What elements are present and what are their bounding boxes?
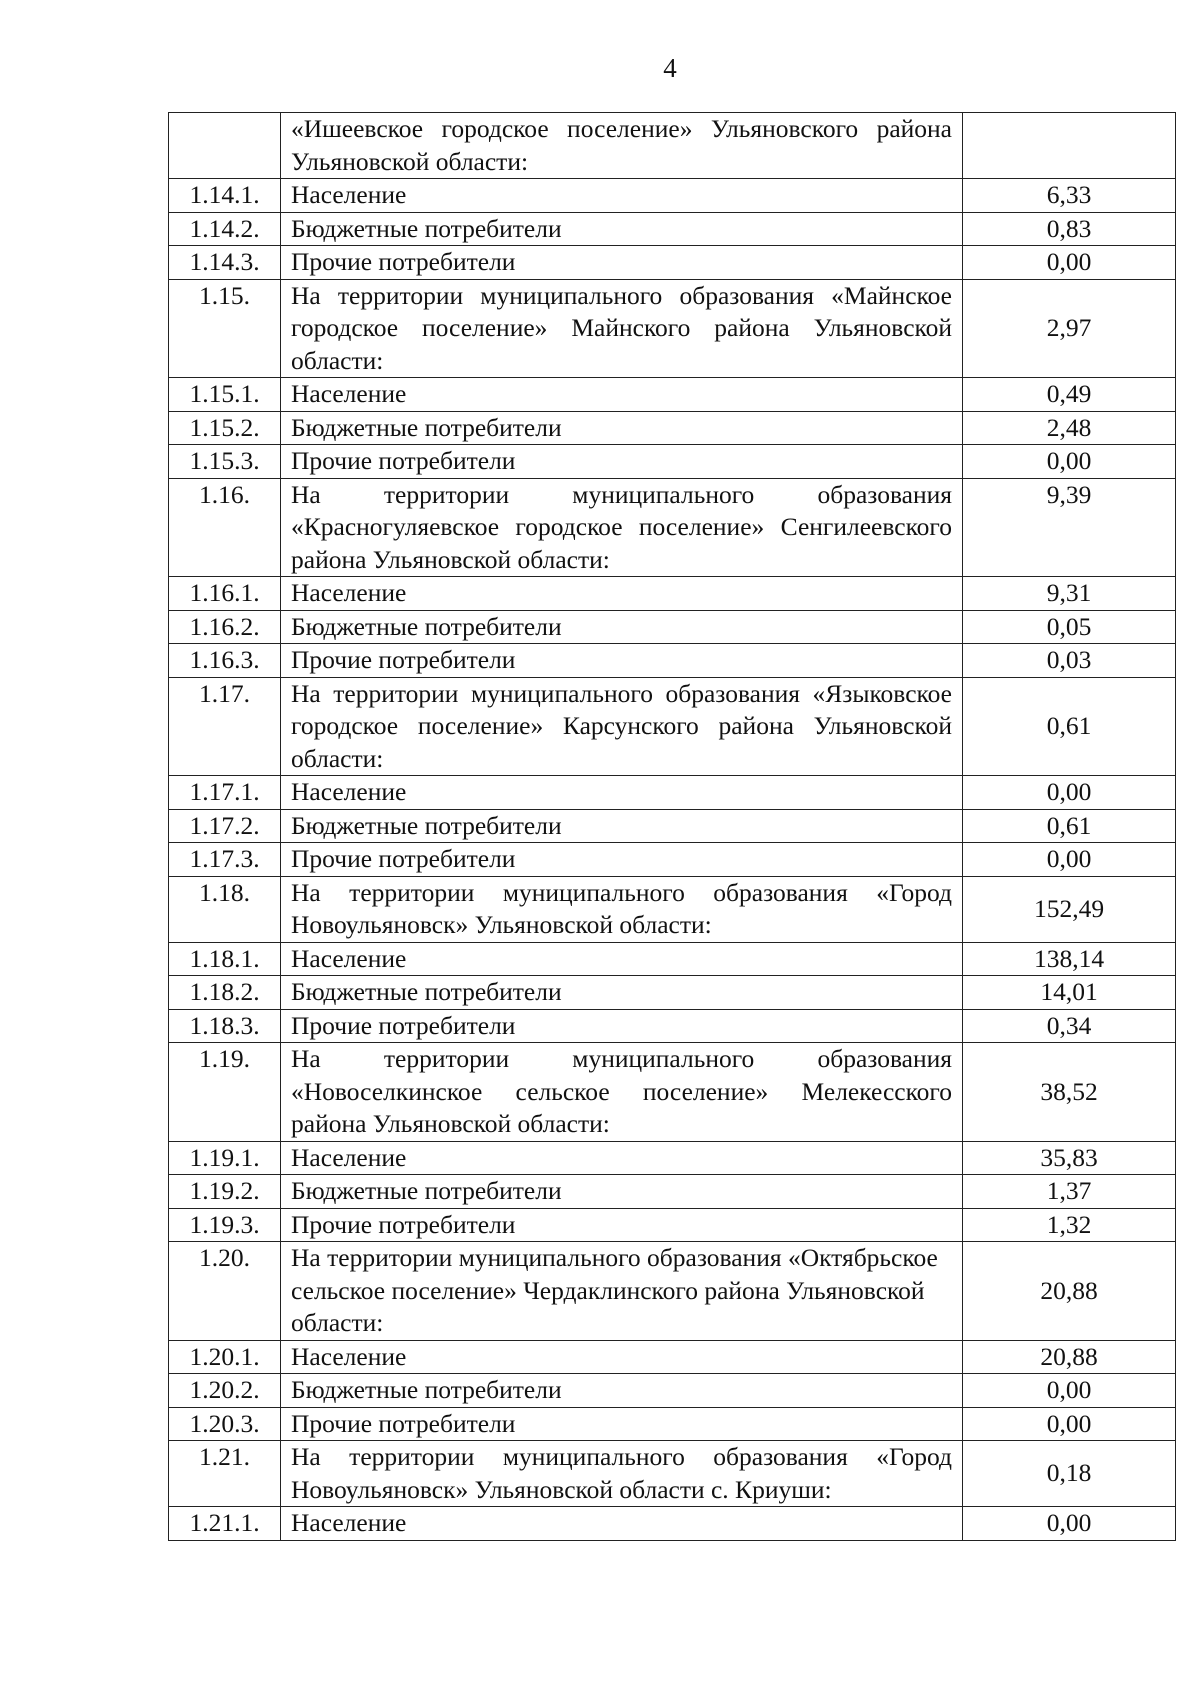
row-number: 1.15.1. <box>169 378 281 412</box>
row-value: 2,97 <box>963 279 1176 378</box>
row-value: 20,88 <box>963 1242 1176 1341</box>
table-body <box>169 113 1176 1541</box>
row-value: 1,37 <box>963 1175 1176 1209</box>
row-description: Прочие потребители <box>281 644 963 678</box>
row-value <box>963 113 1176 179</box>
table-row <box>169 378 1176 412</box>
table-row <box>169 809 1176 843</box>
row-description: «Ишеевское городское поселение» Ульяновского района Ульяновской области: <box>281 113 963 179</box>
row-description: Население <box>281 942 963 976</box>
table-row <box>169 843 1176 877</box>
row-value: 0,61 <box>963 809 1176 843</box>
row-description: Бюджетные потребители <box>281 610 963 644</box>
row-number: 1.19. <box>169 1043 281 1142</box>
row-value: 9,31 <box>963 577 1176 611</box>
table-row <box>169 1175 1176 1209</box>
row-value: 0,00 <box>963 776 1176 810</box>
table-row <box>169 577 1176 611</box>
row-description: Бюджетные потребители <box>281 1175 963 1209</box>
table-row <box>169 1374 1176 1408</box>
row-value: 6,33 <box>963 179 1176 213</box>
row-description: На территории муниципального образования «Город Новоульяновск» Ульяновской области: <box>281 876 963 942</box>
row-description: На территории муниципального образования «Город Новоульяновск» Ульяновской области с. Криуши: <box>281 1441 963 1507</box>
row-value: 38,52 <box>963 1043 1176 1142</box>
row-number: 1.16.2. <box>169 610 281 644</box>
row-description: Население <box>281 1340 963 1374</box>
table-row <box>169 1507 1176 1541</box>
table-row <box>169 1009 1176 1043</box>
row-value: 138,14 <box>963 942 1176 976</box>
row-value: 20,88 <box>963 1340 1176 1374</box>
row-description: На территории муниципального образования «Майнское городское поселение» Майнского района Ульяновской области: <box>281 279 963 378</box>
row-value: 0,00 <box>963 445 1176 479</box>
row-number: 1.16.1. <box>169 577 281 611</box>
row-number: 1.17.3. <box>169 843 281 877</box>
row-number: 1.17.1. <box>169 776 281 810</box>
table-row <box>169 1242 1176 1341</box>
row-number <box>169 113 281 179</box>
row-number: 1.17.2. <box>169 809 281 843</box>
row-number: 1.18.2. <box>169 976 281 1010</box>
row-description: На территории муниципального образования «Октябрьское сельское поселение» Чердаклинского района Ульяновской области: <box>281 1242 963 1341</box>
row-number: 1.18. <box>169 876 281 942</box>
row-value: 0,00 <box>963 246 1176 280</box>
row-value: 152,49 <box>963 876 1176 942</box>
table-row <box>169 1441 1176 1507</box>
row-value: 0,34 <box>963 1009 1176 1043</box>
table-row <box>169 644 1176 678</box>
row-description: Население <box>281 378 963 412</box>
row-description: Бюджетные потребители <box>281 1374 963 1408</box>
row-description: Прочие потребители <box>281 246 963 280</box>
row-description: На территории муниципального образования «Языковское городское поселение» Карсунского района Ульяновской области: <box>281 677 963 776</box>
row-number: 1.19.1. <box>169 1141 281 1175</box>
table-row <box>169 1407 1176 1441</box>
row-number: 1.14.3. <box>169 246 281 280</box>
row-description: Население <box>281 1141 963 1175</box>
table-row <box>169 942 1176 976</box>
table-row <box>169 478 1176 577</box>
row-value: 0,00 <box>963 1507 1176 1541</box>
row-value: 1,32 <box>963 1208 1176 1242</box>
row-description: Прочие потребители <box>281 1208 963 1242</box>
table-row <box>169 876 1176 942</box>
row-number: 1.20. <box>169 1242 281 1341</box>
row-value: 2,48 <box>963 411 1176 445</box>
row-description: Население <box>281 577 963 611</box>
row-description: Бюджетные потребители <box>281 976 963 1010</box>
table-row <box>169 1043 1176 1142</box>
table-row <box>169 246 1176 280</box>
row-description: Бюджетные потребители <box>281 809 963 843</box>
row-number: 1.15.3. <box>169 445 281 479</box>
row-value: 0,49 <box>963 378 1176 412</box>
row-number: 1.20.2. <box>169 1374 281 1408</box>
table-row <box>169 279 1176 378</box>
row-value: 0,00 <box>963 1407 1176 1441</box>
row-number: 1.19.2. <box>169 1175 281 1209</box>
row-description: Население <box>281 179 963 213</box>
row-description: На территории муниципального образования «Новоселкинское сельское поселение» Мелекесского района Ульяновской области: <box>281 1043 963 1142</box>
table-row <box>169 411 1176 445</box>
row-number: 1.15.2. <box>169 411 281 445</box>
row-number: 1.15. <box>169 279 281 378</box>
row-value: 0,05 <box>963 610 1176 644</box>
row-description: На территории муниципального образования «Красногуляевское городское поселение» Сенгилеевского района Ульяновской области: <box>281 478 963 577</box>
tariff-table <box>168 112 1176 1541</box>
row-value: 14,01 <box>963 976 1176 1010</box>
row-description: Бюджетные потребители <box>281 212 963 246</box>
row-description: Бюджетные потребители <box>281 411 963 445</box>
row-number: 1.20.3. <box>169 1407 281 1441</box>
row-description: Население <box>281 776 963 810</box>
table-row <box>169 1141 1176 1175</box>
row-number: 1.19.3. <box>169 1208 281 1242</box>
row-number: 1.17. <box>169 677 281 776</box>
page-number: 4 <box>663 53 677 83</box>
row-value: 0,61 <box>963 677 1176 776</box>
row-number: 1.21.1. <box>169 1507 281 1541</box>
row-number: 1.18.3. <box>169 1009 281 1043</box>
row-value: 0,00 <box>963 843 1176 877</box>
row-number: 1.16. <box>169 478 281 577</box>
table-row <box>169 445 1176 479</box>
table-row <box>169 212 1176 246</box>
row-value: 0,00 <box>963 1374 1176 1408</box>
table-row <box>169 113 1176 179</box>
table-row <box>169 179 1176 213</box>
row-value: 0,18 <box>963 1441 1176 1507</box>
row-number: 1.21. <box>169 1441 281 1507</box>
row-value: 9,39 <box>963 478 1176 577</box>
row-value: 35,83 <box>963 1141 1176 1175</box>
table-row <box>169 610 1176 644</box>
table-row <box>169 677 1176 776</box>
row-number: 1.14.1. <box>169 179 281 213</box>
table-row <box>169 1208 1176 1242</box>
table-row <box>169 776 1176 810</box>
row-number: 1.20.1. <box>169 1340 281 1374</box>
row-value: 0,03 <box>963 644 1176 678</box>
row-number: 1.18.1. <box>169 942 281 976</box>
row-description: Прочие потребители <box>281 1407 963 1441</box>
table-row <box>169 976 1176 1010</box>
row-description: Прочие потребители <box>281 445 963 479</box>
row-description: Прочие потребители <box>281 1009 963 1043</box>
row-description: Прочие потребители <box>281 843 963 877</box>
row-number: 1.16.3. <box>169 644 281 678</box>
table-row <box>169 1340 1176 1374</box>
row-description: Население <box>281 1507 963 1541</box>
row-value: 0,83 <box>963 212 1176 246</box>
row-number: 1.14.2. <box>169 212 281 246</box>
